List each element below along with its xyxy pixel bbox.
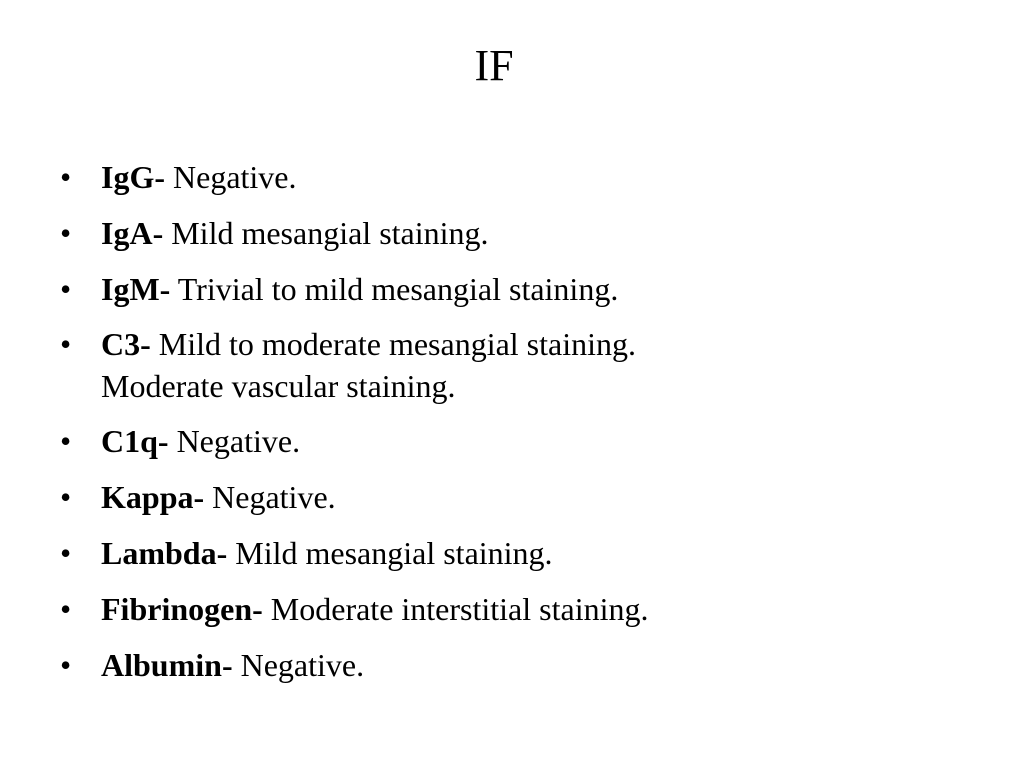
item-term: C3-	[101, 326, 151, 362]
item-term: Fibrinogen-	[101, 591, 263, 627]
item-term: C1q-	[101, 423, 169, 459]
list-item-fibrinogen	[60, 587, 960, 631]
item-term: IgA-	[101, 215, 164, 251]
list-item-kappa	[60, 475, 960, 519]
item-description: Mild mesangial staining.	[227, 535, 553, 571]
item-description: Negative.	[165, 159, 297, 195]
item-term: Lambda-	[101, 535, 228, 571]
bullet-list	[60, 155, 960, 699]
list-item-albumin	[60, 643, 960, 687]
list-item-igg	[60, 155, 960, 199]
list-item-c3	[60, 323, 960, 407]
item-description-line2: Moderate vascular staining.	[101, 368, 456, 404]
list-item-iga	[60, 211, 960, 255]
bullet-icon: •	[60, 647, 72, 683]
item-description: Negative.	[232, 647, 365, 683]
list-item-lambda	[60, 531, 960, 575]
item-term: Kappa-	[101, 479, 205, 515]
item-description: Mild to moderate mesangial staining.	[150, 326, 636, 362]
list-item-c1q	[60, 419, 960, 463]
bullet-icon: •	[60, 423, 72, 459]
item-description: Trivial to mild mesangial staining.	[170, 271, 619, 307]
item-term: Albumin-	[101, 647, 233, 683]
item-term: IgM-	[101, 271, 171, 307]
item-description: Moderate interstitial staining.	[262, 591, 649, 627]
bullet-icon: •	[60, 535, 72, 571]
list-item-igm	[60, 267, 960, 311]
bullet-icon: •	[60, 479, 72, 515]
bullet-icon: •	[60, 159, 72, 195]
bullet-icon: •	[60, 326, 72, 362]
bullet-icon: •	[60, 215, 72, 251]
bullet-icon: •	[60, 591, 72, 627]
slide-title: IF	[474, 41, 514, 90]
item-term: IgG-	[101, 159, 165, 195]
item-description: Negative.	[204, 479, 336, 515]
item-description: Negative.	[168, 423, 301, 459]
bullet-icon: •	[60, 271, 72, 307]
item-description: Mild mesangial staining.	[163, 215, 489, 251]
